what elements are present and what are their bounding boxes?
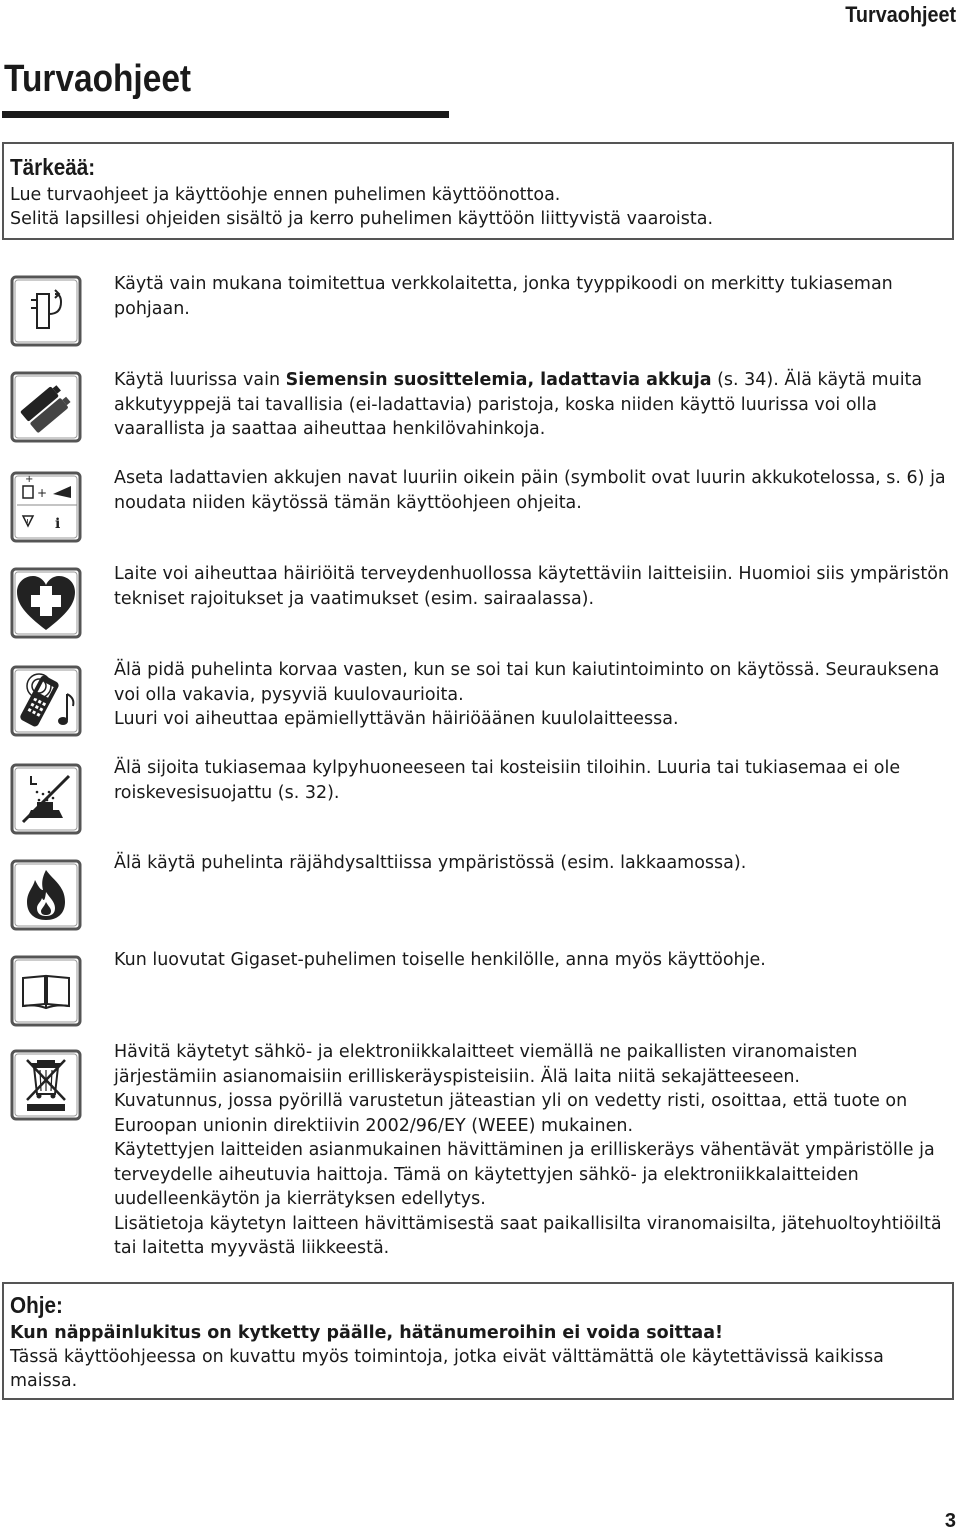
medical-heart-icon bbox=[9, 566, 83, 640]
page-title: Turvaohjeet bbox=[4, 58, 192, 100]
weee-paragraph-4: Lisätietoja käytetyn laitteen hävittämisestä saat paikallisilta viranomaisilta, jätehuoltoyhtiöiltä tai laitetta myyvästä liikkeestä. bbox=[114, 1213, 942, 1258]
no-water-icon bbox=[9, 762, 83, 836]
crossed-bin-weee-icon bbox=[9, 1048, 83, 1122]
note-box bbox=[2, 1282, 954, 1400]
note-bold-line: Kun näppäinlukitus on kytketty päälle, hätänumeroihin ei voida soittaa! bbox=[10, 1323, 723, 1343]
important-label: Tärkeää: bbox=[10, 154, 96, 180]
weee-paragraph-1: Hävitä käytetyt sähkö- ja elektroniikkalaitteet viemällä ne paikallisten viranomaisten järjestämiin asianomaisiin erilliskeräyspisteisiin. Älä laita niitä sekajätteeseen. bbox=[114, 1042, 858, 1087]
explosion-fire-icon bbox=[9, 858, 83, 932]
important-line-1: Lue turvaohjeet ja käyttöohje ennen puhelimen käyttöönottoa. bbox=[10, 185, 561, 205]
battery-text-end: (s. 34). Älä käytä muita akkutyyppejä tai tavallisia (ei-ladattavia) paristoja, koska niiden käyttö luurissa voi olla vaarallista ja saattaa aiheuttaa henkilövahinkoja. bbox=[114, 370, 923, 439]
section-power-adapter bbox=[114, 272, 956, 321]
section-handover bbox=[114, 948, 956, 973]
important-box bbox=[2, 142, 954, 240]
svg-text:+: + bbox=[37, 486, 48, 500]
section-explosive bbox=[114, 851, 956, 876]
section-polarity bbox=[114, 466, 956, 515]
note-label: Ohje: bbox=[10, 1292, 63, 1318]
manual-book-icon bbox=[9, 954, 83, 1028]
section-hearing bbox=[114, 658, 956, 732]
weee-paragraph-2: Kuvatunnus, jossa pyörillä varustetun jäteastian yli on vedetty risti, osoittaa, että tuote on Euroopan unionin direktiivin 2002/96/EY (WEEE) mukainen. bbox=[114, 1091, 908, 1136]
svg-text:!: ! bbox=[26, 518, 30, 527]
battery-text-start: Käytä luurissa vain bbox=[114, 370, 286, 390]
section-text: Älä käytä puhelinta räjähdysalttiissa ympäristössä (esim. lakkaamossa). bbox=[114, 853, 747, 873]
handset-ringing-icon bbox=[9, 664, 83, 738]
section-text: Laite voi aiheuttaa häiriöitä terveydenhuollossa käytettäviin laitteisiin. Huomioi siis ympäristön tekniset rajoitukset ja vaatimukset (esim. sairaalassa). bbox=[114, 564, 950, 609]
battery-text-bold: Siemensin suosittelemia, ladattavia akkuja bbox=[285, 370, 712, 390]
section-medical bbox=[114, 562, 956, 611]
section-text: Kun luovutat Gigaset-puhelimen toiselle henkilölle, anna myös käyttöohje. bbox=[114, 950, 766, 970]
section-text: Käytä vain mukana toimitettua verkkolaitetta, jonka tyyppikoodi on merkitty tukiaseman pohjaan. bbox=[114, 274, 893, 319]
important-line-2: Selitä lapsillesi ohjeiden sisältö ja kerro puhelimen käyttöön liittyvistä vaaroista. bbox=[10, 209, 714, 229]
section-moisture bbox=[114, 756, 956, 805]
svg-text:+: + bbox=[25, 474, 34, 485]
title-underline bbox=[2, 111, 449, 118]
power-adapter-icon bbox=[9, 274, 83, 348]
running-header: Turvaohjeet bbox=[845, 2, 956, 27]
weee-paragraph-3: Käytettyjen laitteiden asianmukainen hävittäminen ja erilliskeräys vähentävät ympäristölle ja terveydelle aiheutuvia haittoja. Tämä on käytettyjen sähkö- ja elektroniikkalaitteiden uudelleenkäytön ja kierrätyksen edellytys. bbox=[114, 1140, 935, 1209]
svg-text:i: i bbox=[55, 516, 61, 532]
section-text-2: Luuri voi aiheuttaa epämiellyttävän häiriöäänen kuulolaitteessa. bbox=[114, 709, 679, 729]
section-text: Älä sijoita tukiasemaa kylpyhuoneeseen tai kosteisiin tiloihin. Luuria tai tukiasemaa ei ole roiskevesisuojattu (s. 32). bbox=[114, 758, 901, 803]
battery-polarity-icon bbox=[9, 470, 83, 544]
section-weee bbox=[114, 1040, 956, 1261]
note-text: Tässä käyttöohjeessa on kuvattu myös toimintoja, jotka eivät välttämättä ole käytettävissä kaikissa maissa. bbox=[10, 1347, 884, 1391]
battery-icon bbox=[9, 370, 83, 444]
section-battery bbox=[114, 368, 956, 442]
section-text: Aseta ladattavien akkujen navat luuriin oikein päin (symbolit ovat luurin akkukotelossa, s. 6) ja noudata niiden käytössä tämän käyttöohjeen ohjeita. bbox=[114, 468, 946, 513]
section-text: Älä pidä puhelinta korvaa vasten, kun se soi tai kun kaiutintoiminto on käytössä. Seurauksena voi olla vakavia, pysyviä kuulovaurioita. bbox=[114, 660, 940, 705]
page-number: 3 bbox=[944, 1510, 956, 1532]
